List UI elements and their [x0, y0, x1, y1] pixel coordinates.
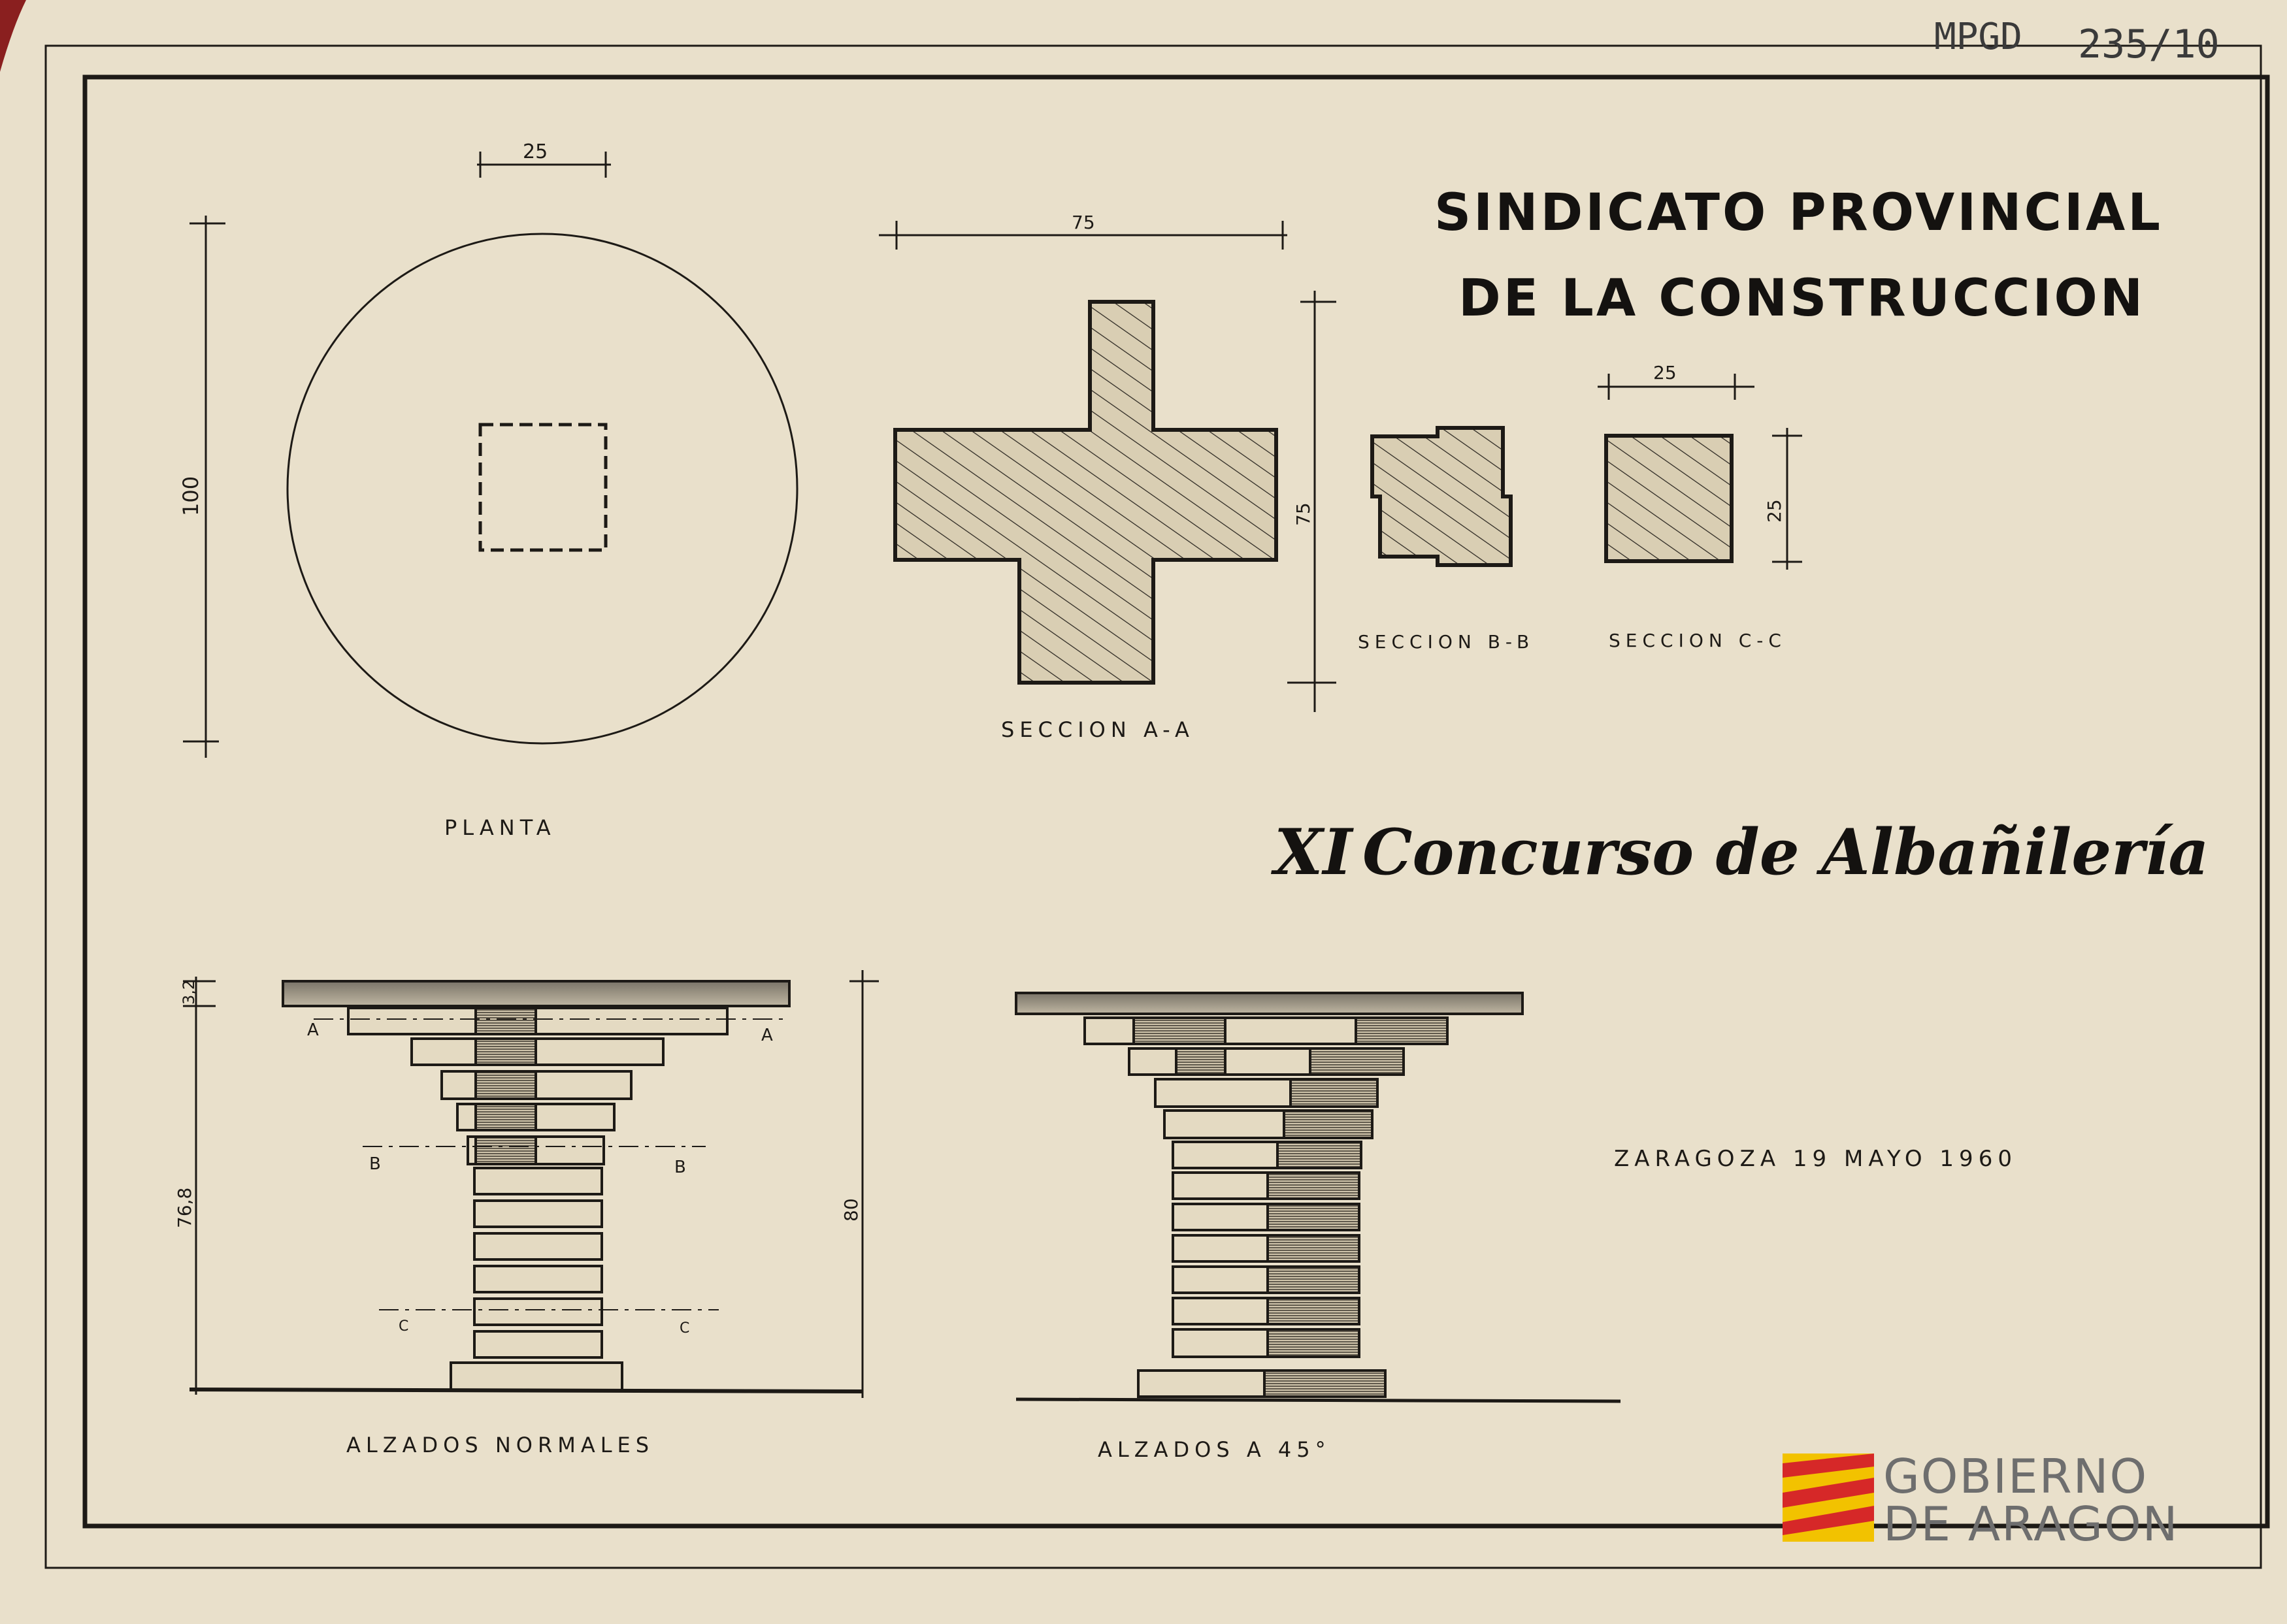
label-alzados-45: ALZADOS A 45°	[1098, 1437, 1331, 1462]
mark-b-right: B	[674, 1158, 686, 1177]
dim-top-thickness: 3,2	[180, 979, 198, 1005]
tabletop-slab-45	[1016, 993, 1522, 1014]
label-seccion-aa: SECCION A-A	[1001, 717, 1194, 742]
tabletop-slab	[283, 981, 789, 1006]
dim-cc-width: 25	[1653, 362, 1677, 383]
archive-code: MPGD	[1934, 16, 2022, 58]
label-planta: PLANTA	[444, 815, 556, 840]
mark-b-left: B	[369, 1154, 381, 1174]
dim-cross-height: 75	[1292, 502, 1314, 526]
dim-cc-height: 25	[1764, 499, 1785, 523]
cc-section-shape	[1606, 436, 1732, 561]
label-seccion-bb: SECCION B-B	[1358, 631, 1535, 653]
logo-line-2: DE ARAGON	[1883, 1497, 2179, 1551]
mark-a-left: A	[307, 1020, 319, 1040]
contest-name: Concurso de Albañilería	[1362, 815, 2209, 889]
mark-a-right: A	[761, 1026, 773, 1045]
title-line-2: DE LA CONSTRUCCION	[1458, 269, 2146, 328]
logo-line-1: GOBIERNO	[1883, 1449, 2148, 1504]
dim-plan-square: 25	[523, 140, 548, 163]
dim-total-height: 80	[840, 1198, 862, 1222]
gobierno-aragon-logo	[1783, 1449, 2179, 1551]
mark-c-right: C	[680, 1320, 690, 1337]
bb-section-shape	[1372, 428, 1511, 565]
label-alzados-normales: ALZADOS NORMALES	[346, 1433, 655, 1457]
archive-number: 235/10	[2078, 22, 2220, 67]
label-seccion-cc: SECCION C-C	[1609, 630, 1786, 651]
dim-cross-width: 75	[1072, 212, 1095, 233]
title-line-1: SINDICATO PROVINCIAL	[1434, 184, 2163, 242]
mark-c-left: C	[399, 1318, 409, 1335]
contest-prefix: XI	[1274, 815, 1353, 889]
dim-plan-diameter: 100	[178, 476, 203, 516]
dim-column-height: 76,8	[174, 1187, 195, 1228]
place-date: ZARAGOZA 19 MAYO 1960	[1614, 1146, 2017, 1172]
